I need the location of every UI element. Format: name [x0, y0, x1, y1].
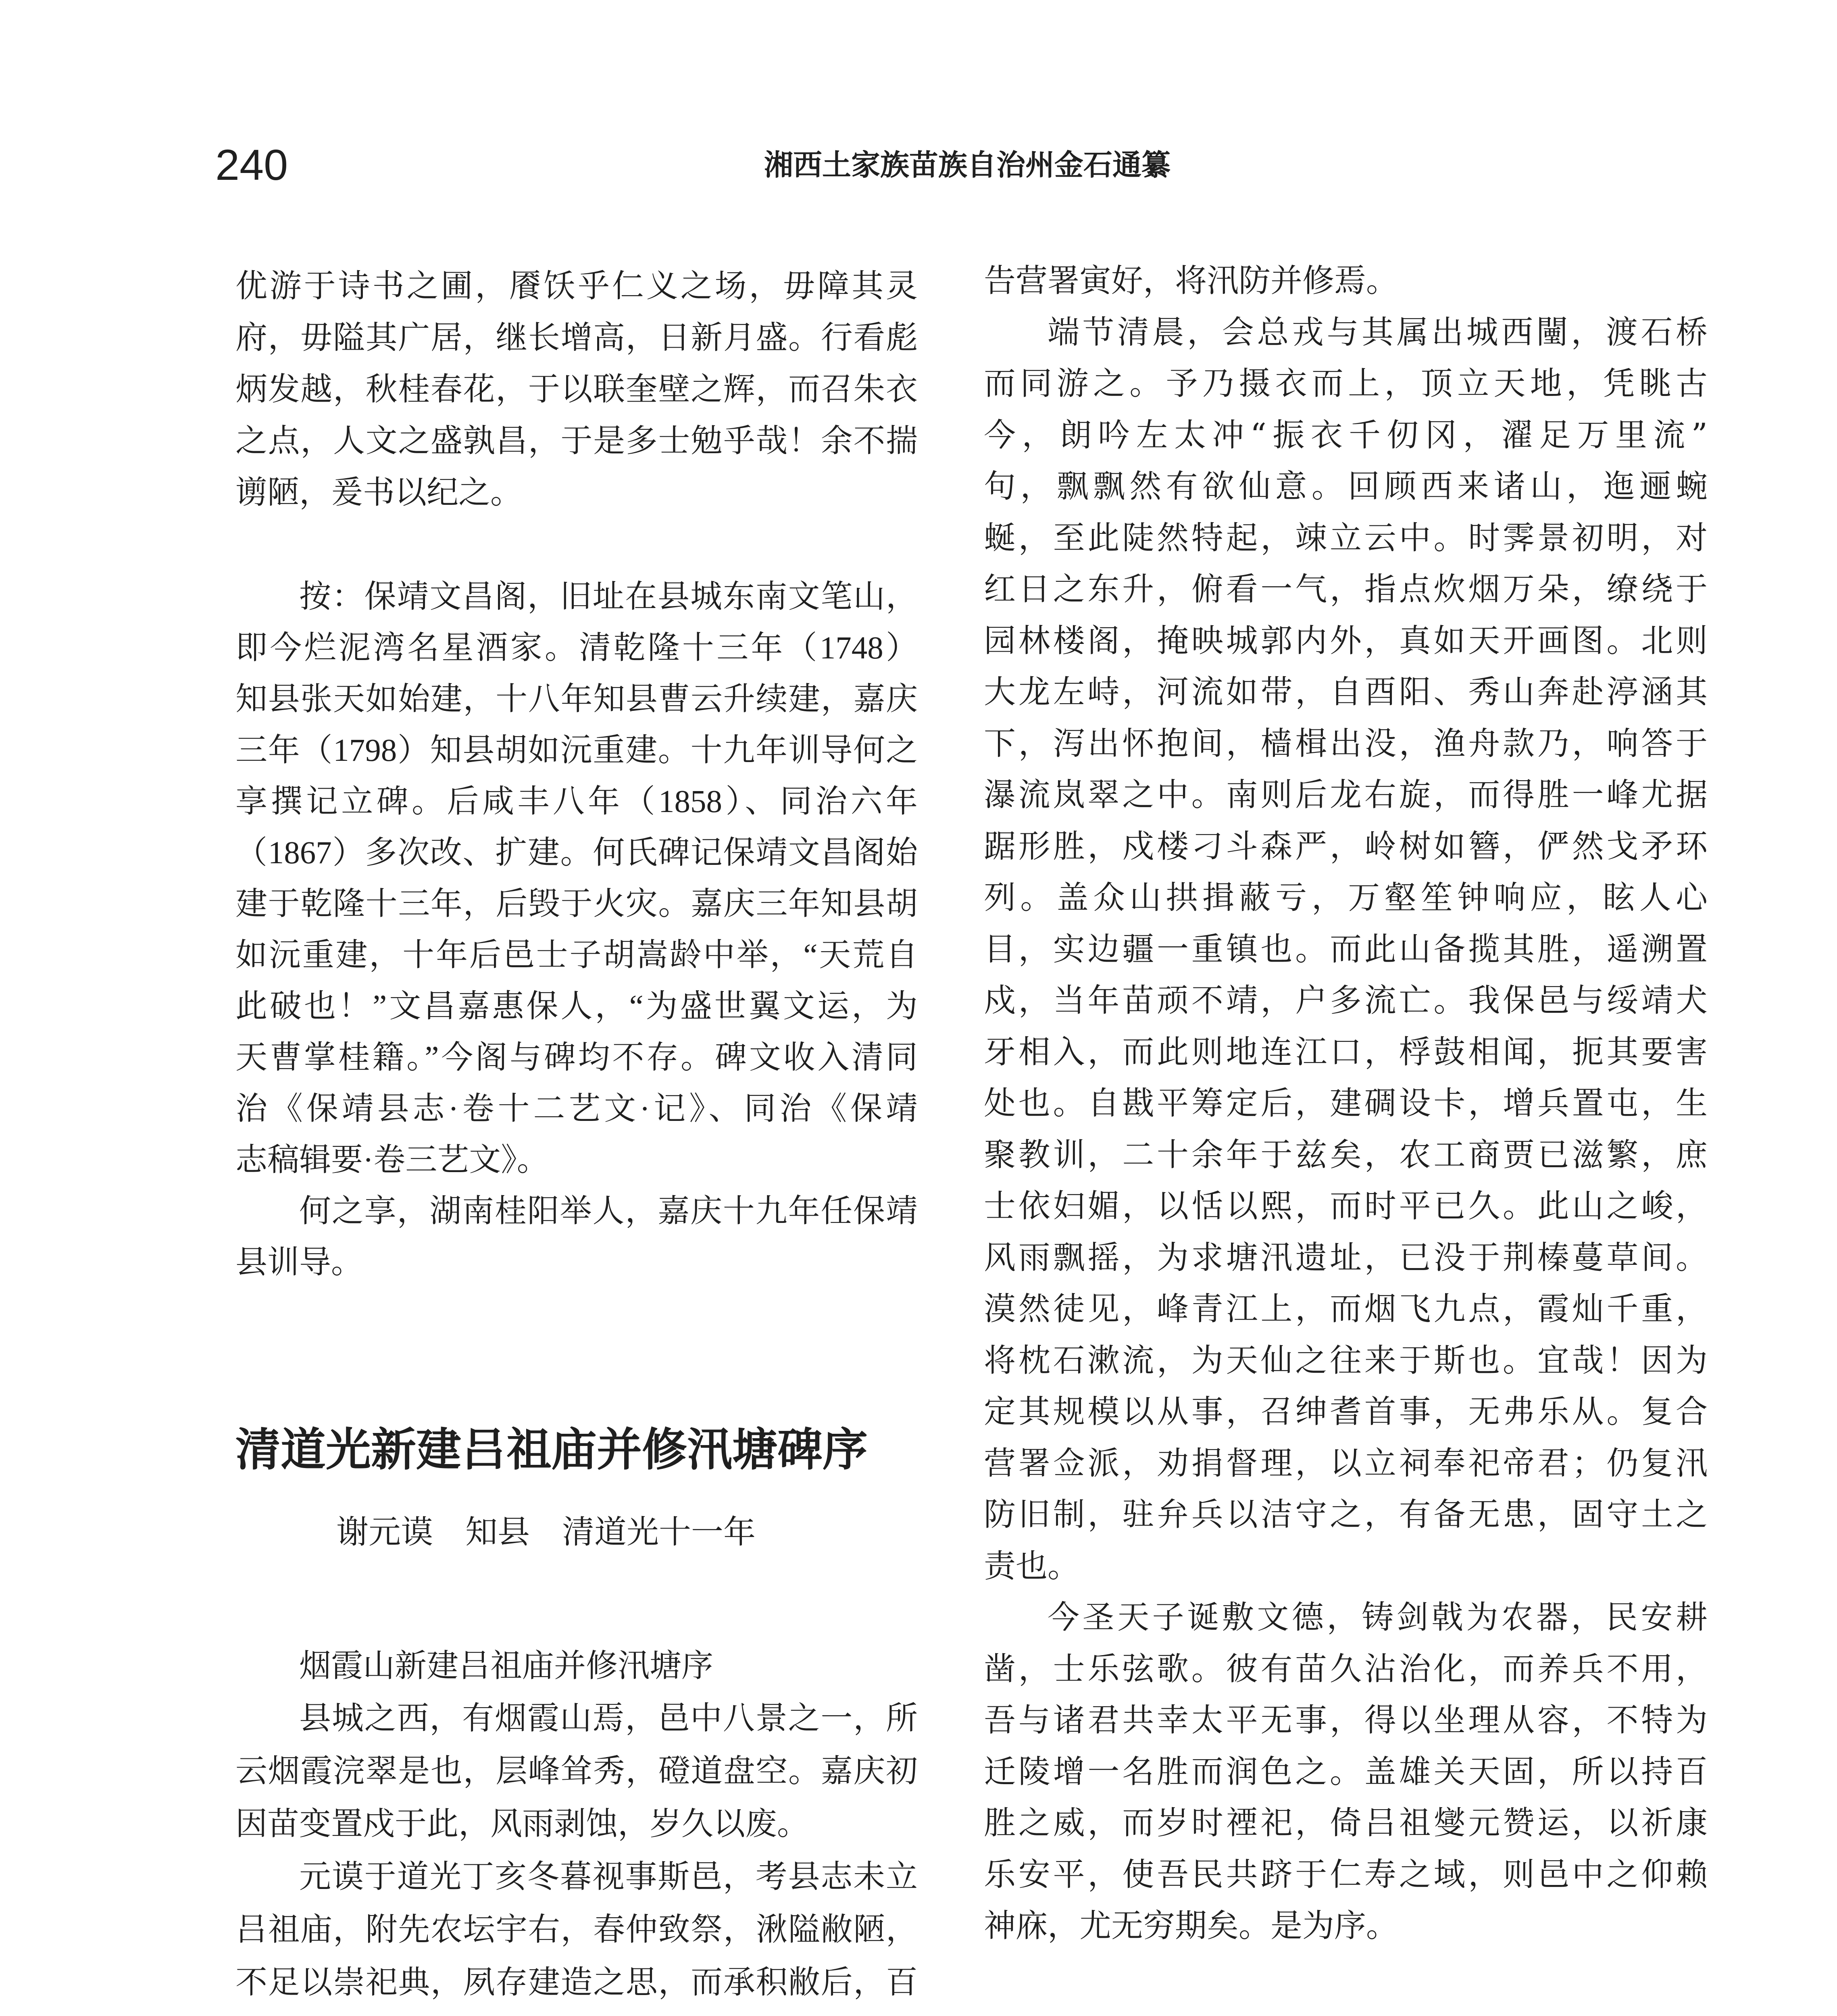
text-line: 天曹掌桂籍。”今阁与碑均不存。碑文收入清同: [235, 1040, 918, 1075]
text-line: [984, 2009, 1708, 2016]
text-line: 即今烂泥湾名星酒家。清乾隆十三年（1748）: [235, 631, 918, 666]
text-line: 三年（1798）知县胡如沅重建。十九年训导何之: [235, 733, 918, 768]
text-line: 何之享，湖南桂阳举人，嘉庆十九年任保靖: [299, 1194, 918, 1229]
text-line: 踞形胜，戍楼刁斗森严，岭树如簪，俨然戈矛环: [984, 827, 1708, 865]
previous-article-closing: [235, 260, 918, 518]
author-note-paragraph: [235, 1186, 918, 1288]
text-line: 列。盖众山拱揖蔽亏，万壑笙钟响应，眩人心: [984, 879, 1708, 916]
byline-author: 谢元谟: [336, 1515, 433, 1550]
text-line: 迁陵增一名胜而润色之。盖雄关天固，所以持百: [984, 1753, 1708, 1790]
text-line: 如沅重建，十年后邑士子胡嵩龄中举，“天荒自: [235, 938, 918, 973]
text-line: 今，朗吟左太冲“振衣千仞冈，濯足万里流”: [984, 416, 1708, 454]
text-line: 今圣天子诞敷文德，铸剑戟为农器，民安耕: [1048, 1599, 1708, 1636]
inscription-title: 烟霞山新建吕祖庙并修汛塘序: [299, 1647, 713, 1683]
article-body-right: [984, 255, 1708, 1952]
text-line: 县训导。: [235, 1245, 363, 1280]
text-line: 将枕石漱流，为天仙之往来于斯也。宜哉！因为: [984, 1341, 1708, 1379]
text-line: 风雨飘摇，为求塘汛遗址，已没于荆榛蔓草间。: [984, 1239, 1708, 1276]
text-line: 按：保靖文昌阁，旧址在县城东南文笔山，: [299, 579, 918, 614]
body-paragraph-2-start: [235, 1850, 918, 2016]
text-line: [235, 2009, 918, 2016]
text-line: 凿，士乐弦歌。彼有苗久沾治化，而养兵不用，: [984, 1650, 1708, 1687]
text-line: 红日之东升，俯看一气，指点炊烟万朵，缭绕于: [984, 571, 1708, 608]
text-line: 神庥，尤无穷期矣。是为序。: [984, 1907, 1398, 1944]
text-line: 大龙左峙，河流如带，自酉阳、秀山奔赴渟涵其: [984, 673, 1708, 710]
text-line: 士依妇媚，以恬以熙，而时平已久。此山之峻，: [984, 1187, 1708, 1225]
text-line: 不足以崇祀典，夙存建造之思，而承积敝后，百: [235, 1964, 918, 2001]
text-line: 聚教训，二十余年于兹矣，农工商贾已滋繁，庶: [984, 1136, 1708, 1173]
text-line: 知县张天如始建，十八年知县曹云升续建，嘉庆: [235, 682, 918, 717]
text-line: 园林楼阁，掩映城郭内外，真如天开画图。北则: [984, 622, 1708, 659]
editor-note-paragraph: [235, 571, 918, 1186]
text-line: 目，实边疆一重镇也。而此山备揽其胜，遥溯置: [984, 930, 1708, 968]
text-line: 胜之威，而岁时禋祀，倚吕祖燮元赞运，以祈康: [984, 1804, 1708, 1841]
text-line: 府，毋隘其广居，继长增高，日新月盛。行看彪: [235, 319, 918, 356]
text-line: 之点，人文之盛孰昌，于是多士勉乎哉！余不揣: [235, 422, 918, 459]
text-line: 而同游之。予乃摄衣而上，顶立天地，凭眺古: [984, 365, 1708, 402]
text-line: 谫陋，爰书以纪之。: [235, 474, 522, 511]
body-paragraph-1: [235, 1692, 918, 1850]
body-paragraph-2-end: [984, 255, 1708, 307]
closing-paragraph: [235, 260, 918, 518]
article-title: 清道光新建吕祖庙并修汛塘碑序: [235, 1424, 868, 1476]
text-line: 牙相入，而此则地连江口，桴鼓相闻，扼其要害: [984, 1033, 1708, 1070]
text-line: 此破也！”文昌嘉惠保人，“为盛世翼文运，为: [235, 989, 918, 1024]
text-line: （1867）多次改、扩建。何氏碑记保靖文昌阁始: [235, 835, 918, 871]
text-line: 治《保靖县志·卷十二艺文·记》、同治《保靖: [235, 1091, 918, 1127]
text-line: 告营署寅好，将汛防并修焉。: [984, 262, 1398, 299]
text-line: 责也。: [984, 1547, 1079, 1585]
text-line: 防旧制，驻弁兵以洁守之，有备无患，固守土之: [984, 1496, 1708, 1533]
body-paragraph-3: [984, 307, 1708, 1592]
text-line: 云烟霞浣翠是也，层峰耸秀，磴道盘空。嘉庆初: [235, 1752, 918, 1789]
text-line: 因苗变置戍于此，风雨剥蚀，岁久以废。: [235, 1805, 809, 1842]
text-line: 句，飘飘然有欲仙意。回顾西来诸山，迤逦蜿: [984, 468, 1708, 505]
text-line: 县城之西，有烟霞山焉，邑中八景之一，所: [299, 1699, 918, 1737]
text-line: 志稿辑要·卷三艺文》。: [235, 1143, 549, 1178]
article-editor-note: [984, 2009, 1708, 2016]
text-line: 优游于诗书之圃，餍饫乎仁义之场，毋障其灵: [235, 267, 918, 304]
text-line: 吾与诸君共幸太平无事，得以坐理从容，不特为: [984, 1702, 1708, 1739]
body-paragraph-4: [984, 1592, 1708, 1952]
editor-note-paragraph: [984, 2009, 1708, 2016]
text-line: 瀑流岚翠之中。南则后龙右旋，而得胜一峰尤据: [984, 776, 1708, 813]
article-body-left: [235, 1639, 918, 2016]
text-line: 漠然徒见，峰青江上，而烟飞九点，霞灿千重，: [984, 1290, 1708, 1327]
text-line: 元谟于道光丁亥冬暮视事斯邑，考县志未立: [299, 1858, 918, 1895]
text-line: 端节清晨，会总戎与其属出城西闉，渡石桥: [1048, 313, 1708, 351]
text-line: 蜒，至此陡然特起，竦立云中。时霁景初明，对: [984, 519, 1708, 556]
text-line: 建于乾隆十三年，后毁于火灾。嘉庆三年知县胡: [235, 887, 918, 922]
byline-office: 知县: [465, 1515, 530, 1550]
text-line: 乐安平，使吾民共跻于仁寿之域，则邑中之仰赖: [984, 1856, 1708, 1893]
text-line: 营署佥派，劝捐督理，以立祠奉祀帝君；仍复汛: [984, 1444, 1708, 1482]
page-number: 240: [215, 140, 288, 189]
previous-article-note: [235, 571, 918, 1288]
text-line: 享撰记立碑。后咸丰八年（1858）、同治六年: [235, 784, 918, 819]
byline-date: 清道光十一年: [562, 1515, 756, 1550]
text-line: 炳发越，秋桂春花，于以联奎壁之辉，而召朱衣: [235, 371, 918, 408]
text-line: 下，泻出怀抱间，樯楫出没，渔舟款乃，响答于: [984, 725, 1708, 762]
article-byline: [336, 1508, 756, 1557]
text-line: 吕祖庙，附先农坛宇右，春仲致祭，湫隘敝陋，: [235, 1911, 918, 1948]
text-line: 戍，当年苗顽不靖，户多流亡。我保邑与绥靖犬: [984, 982, 1708, 1019]
text-line: 定其规模以从事，召绅耆首事，无弗乐从。复合: [984, 1393, 1708, 1430]
text-line: 处也。自戡平筹定后，建碉设卡，增兵置屯，生: [984, 1085, 1708, 1122]
running-header-title: 湘西土家族苗族自治州金石通纂: [764, 148, 1171, 182]
